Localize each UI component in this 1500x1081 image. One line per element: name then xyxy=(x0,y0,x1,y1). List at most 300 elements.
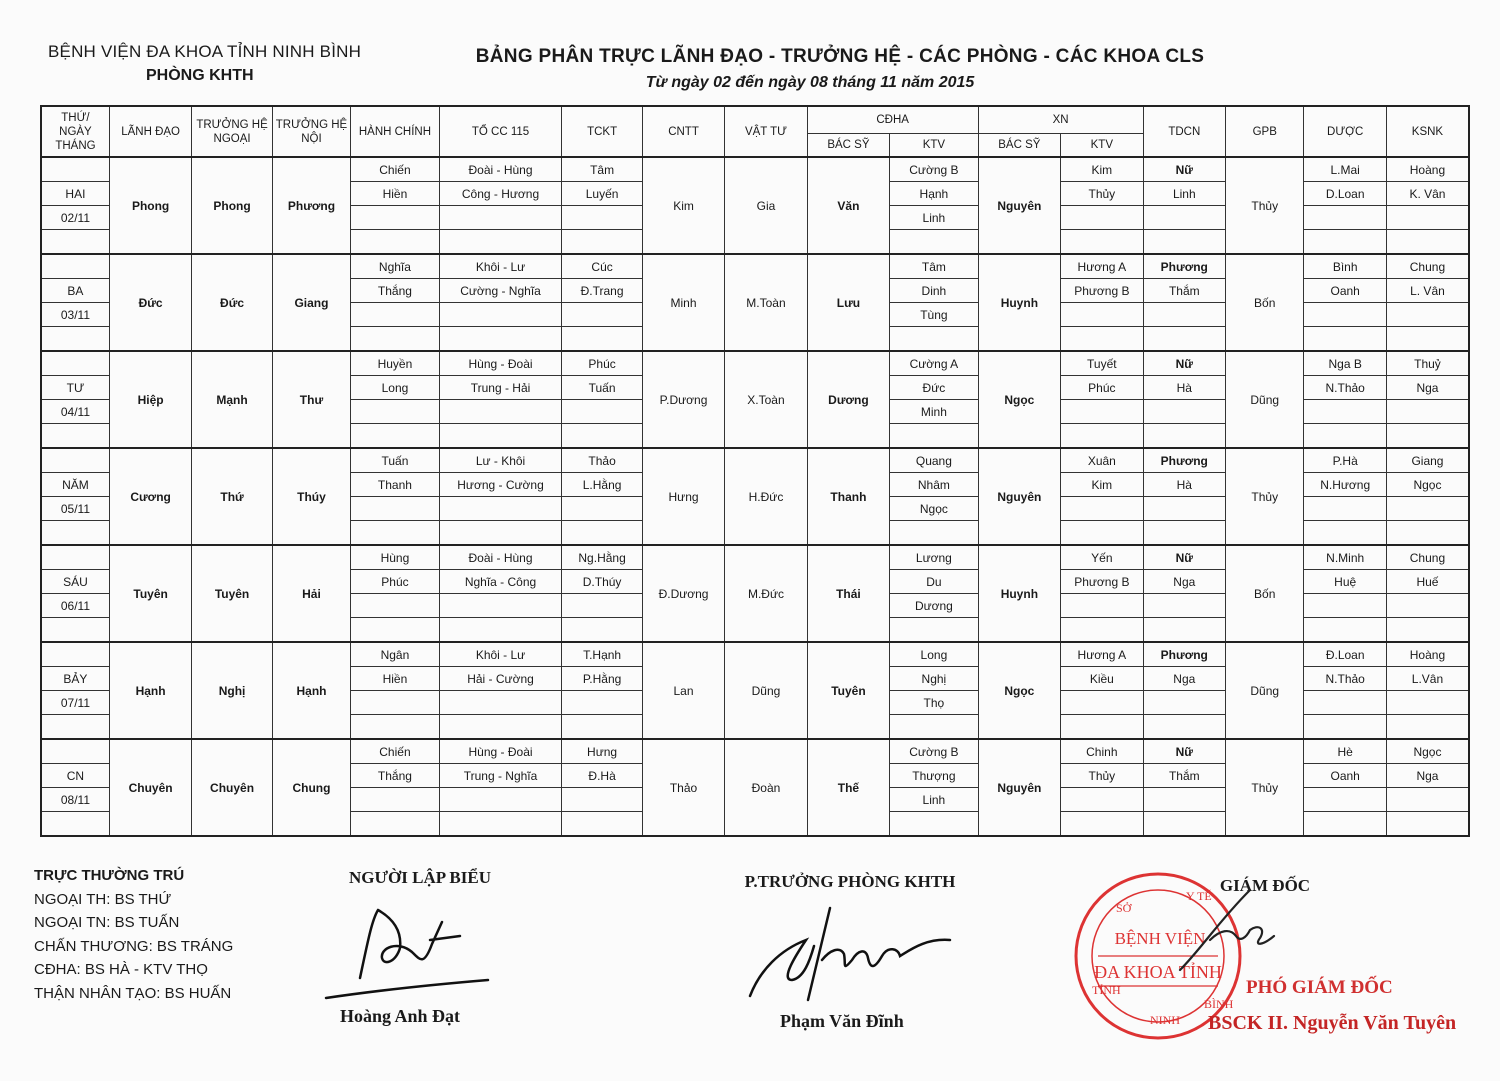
cell-img-doc: Dương xyxy=(807,351,889,448)
cell-tdcn: Thắm xyxy=(1143,279,1225,303)
cell-ksnk xyxy=(1386,303,1469,327)
cell-admin: Hiền xyxy=(351,182,439,206)
cell-tdcn: Thắm xyxy=(1143,764,1225,788)
cell-lab-tech xyxy=(1061,618,1143,643)
cell-pharmacy: Nga B xyxy=(1304,351,1386,376)
cell-pharmacy xyxy=(1304,618,1386,643)
cell-it: Minh xyxy=(642,254,724,351)
cell-team115: Công - Hương xyxy=(439,182,562,206)
cell-ksnk: Hoàng xyxy=(1386,157,1469,182)
day-name: NĂM xyxy=(41,473,109,497)
cell-admin: Ngân xyxy=(351,642,439,667)
cell-finance: Đ.Hà xyxy=(562,764,642,788)
cell-supplies: Đoàn xyxy=(725,739,807,836)
cell-pharmacy xyxy=(1304,497,1386,521)
cell-it: Đ.Dương xyxy=(642,545,724,642)
col-supplies: VẬT TƯ xyxy=(725,106,807,157)
signature-vice-director xyxy=(1150,880,1290,980)
cell-pharmacy: P.Hà xyxy=(1304,448,1386,473)
col-gpb: GPB xyxy=(1226,106,1304,157)
cell-tdcn xyxy=(1143,497,1225,521)
col-imaging-tech: KTV xyxy=(890,134,978,158)
cell-team115 xyxy=(439,788,562,812)
roster-subrow xyxy=(41,157,1469,182)
vice-director-title: PHÓ GIÁM ĐỐC xyxy=(1246,977,1393,998)
cell-admin: Tuấn xyxy=(351,448,439,473)
day-date: 03/11 xyxy=(41,303,109,327)
cell-head-ext: Nghị xyxy=(192,642,272,739)
cell-pharmacy xyxy=(1304,303,1386,327)
cell-finance: P.Hằng xyxy=(562,667,642,691)
cell-ksnk: Chung xyxy=(1386,545,1469,570)
cell-lab-tech xyxy=(1061,400,1143,424)
resident-line: THẬN NHÂN TẠO: BS HUẤN xyxy=(34,984,232,1002)
cell-admin xyxy=(351,788,439,812)
cell-it: Hưng xyxy=(642,448,724,545)
cell-finance: Tuấn xyxy=(562,376,642,400)
day-cell xyxy=(41,545,109,570)
col-finance: TCKT xyxy=(562,106,642,157)
cell-tdcn: Phương xyxy=(1143,642,1225,667)
cell-finance: Thảo xyxy=(562,448,642,473)
cell-img-tech xyxy=(890,327,978,352)
svg-text:ĐA KHOA TỈNH: ĐA KHOA TỈNH xyxy=(1094,962,1222,982)
cell-tdcn: Linh xyxy=(1143,182,1225,206)
cell-img-tech: Dinh xyxy=(890,279,978,303)
cell-pharmacy xyxy=(1304,691,1386,715)
cell-ksnk: Giang xyxy=(1386,448,1469,473)
cell-pharmacy: Đ.Loan xyxy=(1304,642,1386,667)
cell-admin: Huyền xyxy=(351,351,439,376)
cell-img-tech: Tâm xyxy=(890,254,978,279)
cell-lab-tech: Tuyết xyxy=(1061,351,1143,376)
cell-tdcn xyxy=(1143,400,1225,424)
day-cell xyxy=(41,812,109,837)
cell-lab-tech xyxy=(1061,594,1143,618)
cell-lab-doc: Ngọc xyxy=(978,642,1060,739)
signature-prepared-by xyxy=(320,900,500,1005)
svg-text:Y TẾ: Y TẾ xyxy=(1186,889,1212,903)
cell-head-ext: Tuyên xyxy=(192,545,272,642)
cell-finance: Hưng xyxy=(562,739,642,764)
cell-tdcn xyxy=(1143,230,1225,255)
col-lab-tech: KTV xyxy=(1061,134,1143,158)
cell-team115 xyxy=(439,691,562,715)
cell-supplies: Gia xyxy=(725,157,807,254)
cell-tdcn: Phương xyxy=(1143,448,1225,473)
cell-ksnk xyxy=(1386,788,1469,812)
cell-lab-tech xyxy=(1061,812,1143,837)
prepared-by-name: Hoàng Anh Đạt xyxy=(340,1006,461,1026)
cell-finance xyxy=(562,812,642,837)
cell-lab-tech xyxy=(1061,303,1143,327)
cell-team115 xyxy=(439,424,562,449)
cell-team115 xyxy=(439,303,562,327)
cell-tdcn: Nữ xyxy=(1143,351,1225,376)
cell-finance: Cúc xyxy=(562,254,642,279)
cell-team115 xyxy=(439,206,562,230)
resident-duty xyxy=(34,864,233,1005)
cell-lab-doc: Ngọc xyxy=(978,351,1060,448)
cell-pharmacy xyxy=(1304,521,1386,546)
cell-ksnk: Hoàng xyxy=(1386,642,1469,667)
cell-img-tech: Du xyxy=(890,570,978,594)
cell-lab-tech: Thủy xyxy=(1061,764,1143,788)
cell-admin: Hùng xyxy=(351,545,439,570)
cell-pharmacy xyxy=(1304,230,1386,255)
roster-subrow xyxy=(41,448,1469,473)
cell-pharmacy xyxy=(1304,788,1386,812)
cell-img-tech: Đức xyxy=(890,376,978,400)
cell-img-tech xyxy=(890,812,978,837)
cell-img-tech xyxy=(890,424,978,449)
cell-ksnk: Huế xyxy=(1386,570,1469,594)
cell-ksnk: Thuỷ xyxy=(1386,351,1469,376)
cell-team115: Khôi - Lư xyxy=(439,254,562,279)
cell-lab-tech: Thủy xyxy=(1061,182,1143,206)
col-ksnk: KSNK xyxy=(1386,106,1469,157)
cell-admin xyxy=(351,521,439,546)
cell-admin xyxy=(351,206,439,230)
cell-tdcn xyxy=(1143,303,1225,327)
cell-lab-doc: Huynh xyxy=(978,545,1060,642)
cell-it: Kim xyxy=(642,157,724,254)
cell-finance xyxy=(562,715,642,740)
cell-pharmacy: N.Hương xyxy=(1304,473,1386,497)
cell-img-tech: Cường B xyxy=(890,157,978,182)
cell-admin xyxy=(351,400,439,424)
cell-head-ext: Đức xyxy=(192,254,272,351)
cell-lab-tech xyxy=(1061,230,1143,255)
cell-team115 xyxy=(439,594,562,618)
cell-tdcn: Nga xyxy=(1143,570,1225,594)
cell-head-int: Thư xyxy=(272,351,350,448)
cell-finance: Luyến xyxy=(562,182,642,206)
cell-head-int: Chung xyxy=(272,739,350,836)
cell-ksnk xyxy=(1386,691,1469,715)
cell-ksnk: Ngọc xyxy=(1386,739,1469,764)
cell-pharmacy: Bình xyxy=(1304,254,1386,279)
cell-head-int: Hạnh xyxy=(272,642,350,739)
cell-img-tech xyxy=(890,521,978,546)
cell-team115: Hùng - Đoài xyxy=(439,739,562,764)
cell-img-tech: Ngọc xyxy=(890,497,978,521)
cell-lab-tech xyxy=(1061,788,1143,812)
cell-lab-doc: Huynh xyxy=(978,254,1060,351)
cell-ksnk xyxy=(1386,327,1469,352)
day-cell xyxy=(41,642,109,667)
cell-lab-tech xyxy=(1061,497,1143,521)
vice-director-name: BSCK II. Nguyễn Văn Tuyên xyxy=(1208,1012,1457,1034)
cell-supplies: Dũng xyxy=(725,642,807,739)
cell-lab-tech: Yến xyxy=(1061,545,1143,570)
cell-team115 xyxy=(439,715,562,740)
cell-img-tech: Tùng xyxy=(890,303,978,327)
cell-lab-tech: Kim xyxy=(1061,157,1143,182)
cell-finance: T.Hạnh xyxy=(562,642,642,667)
col-admin: HÀNH CHÍNH xyxy=(351,106,439,157)
cell-team115: Nghĩa - Công xyxy=(439,570,562,594)
cell-pharmacy xyxy=(1304,424,1386,449)
cell-img-doc: Thanh xyxy=(807,448,889,545)
cell-lab-doc: Nguyên xyxy=(978,157,1060,254)
prepared-by-title: NGƯỜI LẬP BIỂU xyxy=(348,868,491,887)
day-cell xyxy=(41,521,109,546)
cell-img-tech xyxy=(890,715,978,740)
cell-supplies: M.Toàn xyxy=(725,254,807,351)
cell-lab-tech: Hương A xyxy=(1061,642,1143,667)
cell-lab-tech xyxy=(1061,327,1143,352)
day-cell xyxy=(41,715,109,740)
cell-tdcn: Hà xyxy=(1143,473,1225,497)
day-name: BA xyxy=(41,279,109,303)
day-date: 05/11 xyxy=(41,497,109,521)
day-cell xyxy=(41,739,109,764)
cell-lab-tech: Kiều xyxy=(1061,667,1143,691)
day-name: TƯ xyxy=(41,376,109,400)
cell-team115: Đoài - Hùng xyxy=(439,157,562,182)
cell-finance: Phúc xyxy=(562,351,642,376)
cell-team115: Hải - Cường xyxy=(439,667,562,691)
day-date: 02/11 xyxy=(41,206,109,230)
cell-finance xyxy=(562,618,642,643)
cell-team115: Hương - Cường xyxy=(439,473,562,497)
department-name: PHÒNG KHTH xyxy=(146,67,254,84)
cell-finance: Ng.Hằng xyxy=(562,545,642,570)
cell-img-tech: Quang xyxy=(890,448,978,473)
cell-finance xyxy=(562,424,642,449)
cell-finance xyxy=(562,691,642,715)
day-cell xyxy=(41,327,109,352)
cell-finance: L.Hằng xyxy=(562,473,642,497)
day-cell xyxy=(41,424,109,449)
cell-team115: Trung - Hải xyxy=(439,376,562,400)
cell-img-tech: Cường A xyxy=(890,351,978,376)
cell-img-tech: Nghị xyxy=(890,667,978,691)
cell-team115 xyxy=(439,230,562,255)
cell-finance xyxy=(562,521,642,546)
cell-tdcn xyxy=(1143,424,1225,449)
cell-lab-tech: Hương A xyxy=(1061,254,1143,279)
cell-finance: D.Thúy xyxy=(562,570,642,594)
day-name: HAI xyxy=(41,182,109,206)
day-date: 08/11 xyxy=(41,788,109,812)
cell-admin xyxy=(351,691,439,715)
day-cell xyxy=(41,351,109,376)
cell-pharmacy xyxy=(1304,400,1386,424)
col-imaging: CĐHA xyxy=(807,106,978,134)
cell-pharmacy: D.Loan xyxy=(1304,182,1386,206)
cell-leader: Cương xyxy=(109,448,191,545)
cell-team115 xyxy=(439,497,562,521)
cell-tdcn: Phương xyxy=(1143,254,1225,279)
cell-finance xyxy=(562,400,642,424)
day-cell xyxy=(41,254,109,279)
resident-line: NGOẠI TN: BS TUẤN xyxy=(34,914,180,931)
cell-leader: Đức xyxy=(109,254,191,351)
cell-ksnk: Nga xyxy=(1386,376,1469,400)
cell-admin xyxy=(351,327,439,352)
cell-pharmacy: Huệ xyxy=(1304,570,1386,594)
cell-tdcn xyxy=(1143,594,1225,618)
cell-tdcn xyxy=(1143,691,1225,715)
cell-tdcn xyxy=(1143,206,1225,230)
day-name: CN xyxy=(41,764,109,788)
cell-lab-doc: Nguyên xyxy=(978,739,1060,836)
day-cell xyxy=(41,448,109,473)
cell-pharmacy xyxy=(1304,594,1386,618)
cell-tdcn xyxy=(1143,812,1225,837)
cell-img-tech: Long xyxy=(890,642,978,667)
cell-ksnk xyxy=(1386,812,1469,837)
col-team115: TỔ CC 115 xyxy=(439,106,562,157)
svg-text:NINH: NINH xyxy=(1150,1013,1180,1027)
cell-pharmacy xyxy=(1304,715,1386,740)
cell-team115: Trung - Nghĩa xyxy=(439,764,562,788)
cell-lab-tech: Kim xyxy=(1061,473,1143,497)
cell-leader: Phong xyxy=(109,157,191,254)
roster-subrow xyxy=(41,642,1469,667)
resident-line: CĐHA: BS HÀ - KTV THỌ xyxy=(34,961,208,978)
cell-img-tech: Nhâm xyxy=(890,473,978,497)
cell-pharmacy: N.Minh xyxy=(1304,545,1386,570)
cell-finance xyxy=(562,497,642,521)
cell-admin: Phúc xyxy=(351,570,439,594)
cell-tdcn: Hà xyxy=(1143,376,1225,400)
cell-admin: Long xyxy=(351,376,439,400)
cell-admin xyxy=(351,424,439,449)
cell-gpb: Thủy xyxy=(1226,157,1304,254)
cell-supplies: H.Đức xyxy=(725,448,807,545)
cell-head-int: Thúy xyxy=(272,448,350,545)
cell-tdcn xyxy=(1143,618,1225,643)
cell-tdcn: Nữ xyxy=(1143,545,1225,570)
deputy-head-title: P.TRƯỞNG PHÒNG KHTH xyxy=(744,872,956,891)
cell-img-tech xyxy=(890,230,978,255)
header-left xyxy=(48,42,368,85)
cell-img-tech xyxy=(890,618,978,643)
col-tdcn: TDCN xyxy=(1143,106,1225,157)
cell-admin xyxy=(351,230,439,255)
col-imaging-doctor: BÁC SỸ xyxy=(807,134,889,158)
cell-lab-tech: Phương B xyxy=(1061,279,1143,303)
cell-ksnk xyxy=(1386,206,1469,230)
day-date: 07/11 xyxy=(41,691,109,715)
cell-it: Thảo xyxy=(642,739,724,836)
cell-admin: Hiền xyxy=(351,667,439,691)
cell-head-int: Phương xyxy=(272,157,350,254)
col-head-ext: TRƯỞNG HỆ NGOẠI xyxy=(192,106,272,157)
cell-leader: Hiệp xyxy=(109,351,191,448)
col-it: CNTT xyxy=(642,106,724,157)
cell-ksnk: Chung xyxy=(1386,254,1469,279)
cell-tdcn xyxy=(1143,521,1225,546)
cell-img-tech: Lương xyxy=(890,545,978,570)
cell-head-ext: Chuyên xyxy=(192,739,272,836)
cell-ksnk xyxy=(1386,400,1469,424)
cell-ksnk xyxy=(1386,618,1469,643)
cell-team115: Cường - Nghĩa xyxy=(439,279,562,303)
day-name: SÁU xyxy=(41,570,109,594)
cell-ksnk: Ngọc xyxy=(1386,473,1469,497)
col-head-int: TRƯỞNG HỆ NỘI xyxy=(272,106,350,157)
cell-tdcn xyxy=(1143,327,1225,352)
roster-subrow xyxy=(41,545,1469,570)
cell-img-tech: Linh xyxy=(890,788,978,812)
cell-pharmacy xyxy=(1304,327,1386,352)
col-leader: LÃNH ĐẠO xyxy=(109,106,191,157)
col-lab: XN xyxy=(978,106,1143,134)
cell-finance xyxy=(562,594,642,618)
cell-gpb: Bốn xyxy=(1226,545,1304,642)
cell-it: Lan xyxy=(642,642,724,739)
cell-finance: Tâm xyxy=(562,157,642,182)
svg-text:SỞ: SỞ xyxy=(1116,901,1132,915)
cell-admin xyxy=(351,303,439,327)
cell-ksnk: L. Vân xyxy=(1386,279,1469,303)
cell-finance xyxy=(562,206,642,230)
roster-subrow xyxy=(41,351,1469,376)
cell-admin xyxy=(351,715,439,740)
document-title: BẢNG PHÂN TRỰC LÃNH ĐẠO - TRƯỞNG HỆ - CÁC PHÒNG - CÁC KHOA CLS xyxy=(475,46,1205,67)
cell-pharmacy: L.Mai xyxy=(1304,157,1386,182)
header-center xyxy=(440,46,1240,92)
cell-pharmacy: Hè xyxy=(1304,739,1386,764)
svg-text:BỆNH VIỆN: BỆNH VIỆN xyxy=(1114,929,1206,948)
cell-ksnk: Nga xyxy=(1386,764,1469,788)
roster-subrow xyxy=(41,739,1469,764)
cell-img-tech: Hạnh xyxy=(890,182,978,206)
cell-lab-tech xyxy=(1061,521,1143,546)
col-pharmacy: DƯỢC xyxy=(1304,106,1386,157)
cell-tdcn xyxy=(1143,788,1225,812)
cell-ksnk: K. Vân xyxy=(1386,182,1469,206)
cell-supplies: X.Toàn xyxy=(725,351,807,448)
cell-ksnk xyxy=(1386,521,1469,546)
cell-img-doc: Thế xyxy=(807,739,889,836)
cell-admin: Thắng xyxy=(351,279,439,303)
cell-img-tech: Cường B xyxy=(890,739,978,764)
cell-lab-tech: Xuân xyxy=(1061,448,1143,473)
cell-pharmacy: N.Thảo xyxy=(1304,376,1386,400)
cell-img-doc: Tuyên xyxy=(807,642,889,739)
cell-img-doc: Thái xyxy=(807,545,889,642)
cell-tdcn: Nữ xyxy=(1143,739,1225,764)
cell-lab-tech: Phương B xyxy=(1061,570,1143,594)
cell-head-int: Hải xyxy=(272,545,350,642)
day-cell xyxy=(41,157,109,182)
cell-team115 xyxy=(439,521,562,546)
cell-pharmacy xyxy=(1304,206,1386,230)
cell-finance xyxy=(562,327,642,352)
cell-img-tech: Dương xyxy=(890,594,978,618)
director-title: GIÁM ĐỐC xyxy=(1219,876,1311,895)
cell-pharmacy xyxy=(1304,812,1386,837)
cell-pharmacy: Oanh xyxy=(1304,279,1386,303)
cell-ksnk xyxy=(1386,497,1469,521)
cell-tdcn: Nga xyxy=(1143,667,1225,691)
cell-pharmacy: Oanh xyxy=(1304,764,1386,788)
day-cell xyxy=(41,618,109,643)
cell-gpb: Dũng xyxy=(1226,351,1304,448)
cell-leader: Chuyên xyxy=(109,739,191,836)
cell-team115 xyxy=(439,400,562,424)
cell-ksnk: L.Vân xyxy=(1386,667,1469,691)
cell-admin: Chiến xyxy=(351,739,439,764)
cell-admin: Nghĩa xyxy=(351,254,439,279)
cell-lab-doc: Nguyên xyxy=(978,448,1060,545)
cell-finance: Đ.Trang xyxy=(562,279,642,303)
